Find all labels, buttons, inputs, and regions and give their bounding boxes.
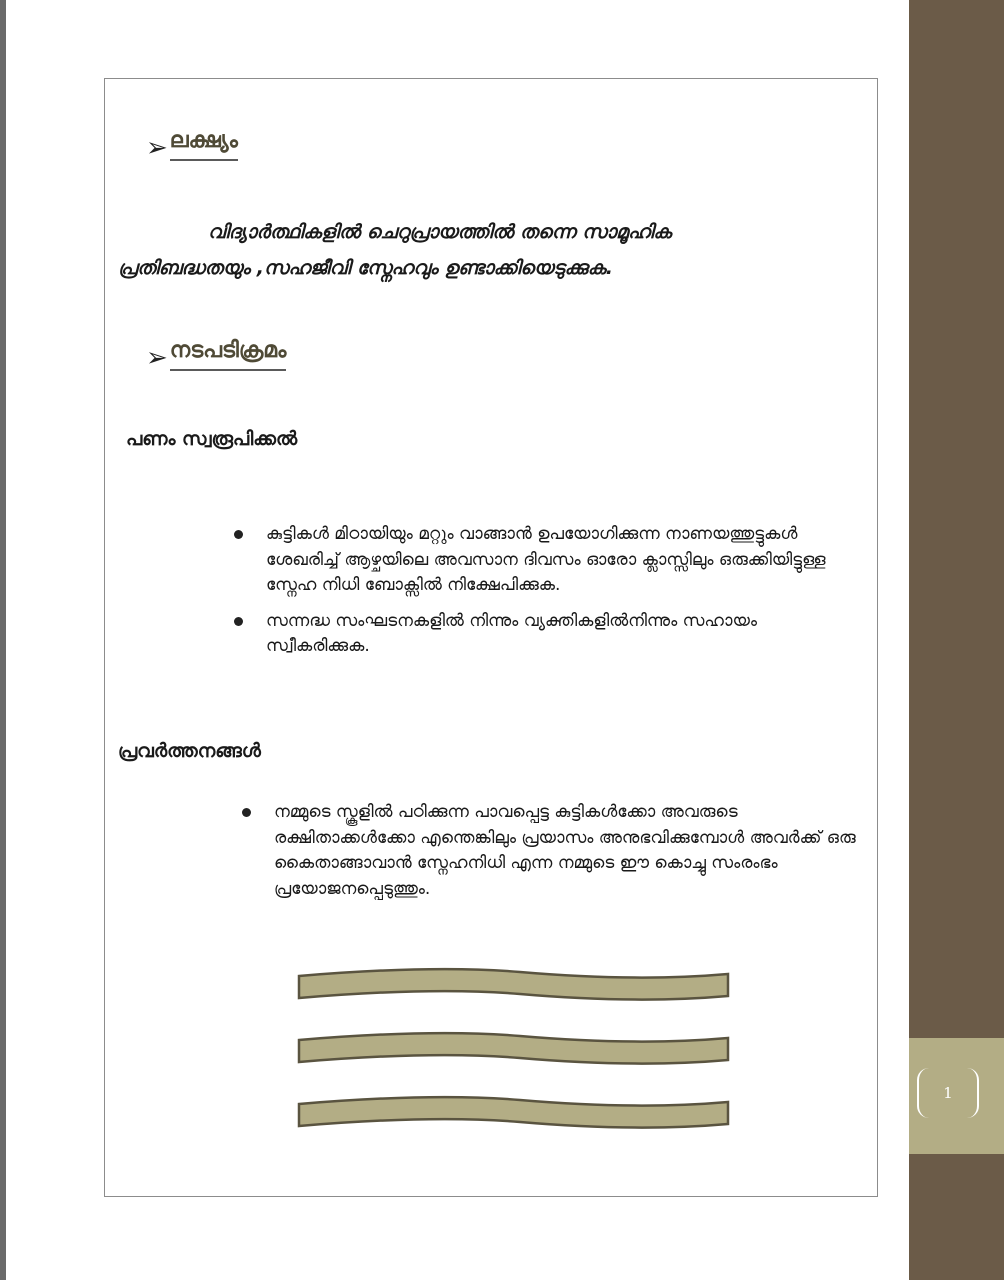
decorative-wavy-bars [290,960,740,1140]
bullet-dot-icon [234,530,243,539]
activities-subheading: പ്രവർത്തനങ്ങൾ [118,740,261,762]
list-item-text: സന്നദ്ധ സംഘടനകളിൽ നിന്നും വ്യക്തികളിൽനിന്നും സഹായം സ്വീകരിക്കുക. [266,610,758,656]
activities-list [274,800,868,912]
list-item [274,800,868,902]
fund-list [266,522,866,670]
goal-line-1: വിദ്യാർത്ഥികളിൽ ചെറുപ്രായത്തിൽ തന്നെ സാമൂഹിക [208,221,672,243]
bullet-dot-icon [234,617,243,626]
left-edge-strip [0,0,6,1280]
wavy-bar-1 [299,969,728,1000]
procedure-heading [146,338,287,374]
arrow-bullet-icon: ➢ [146,133,168,164]
goal-line-2: പ്രതിബദ്ധതയും ,സഹജീവി സ്നേഹവും ഉണ്ടാക്കിയെടുക്കുക. [118,257,613,279]
wavy-bar-2 [299,1033,728,1064]
list-item [266,522,866,599]
arrow-bullet-icon: ➢ [146,343,168,374]
procedure-heading-text: നടപടിക്രമം [170,338,287,371]
bullet-dot-icon [242,808,251,817]
list-item-text: നമ്മുടെ സ്കൂളിൽ പഠിക്കുന്ന പാവപ്പെട്ട കുട്ടികൾക്കോ അവരുടെ രക്ഷിതാക്കൾക്കോ എന്തെങ്കിലും പ്രയാസം അനുഭവിക്കുമ്പോൾ അവർക്ക് ഒരു കൈതാങ്ങാവാൻ സ്നേഹനിധി എന്ന നമ്മുടെ ഈ കൊച്ചു സംരംഭം പ്രയോജനപ്പെടുത്തും. [274,802,856,899]
wavy-bar-3 [299,1097,728,1128]
page-number-box [909,1038,1004,1154]
goal-paragraph [118,214,866,286]
page-number: 1 [917,1068,979,1118]
goal-heading [146,128,238,164]
fund-subheading: പണം സ്വരൂപിക്കൽ [126,428,298,450]
goal-heading-text: ലക്ഷ്യം [170,128,238,161]
list-item [266,609,866,660]
list-item-text: കുട്ടികൾ മിഠായിയും മറ്റും വാങ്ങാൻ ഉപയോഗിക്കുന്ന നാണയത്തുട്ടുകൾ ശേഖരിച്ച് ആഴ്ചയിലെ അവസാന ദിവസം ഓരോ ക്ലാസ്സിലും ഒരുക്കിയിട്ടുള്ള സ്നേഹ നിധി ബോക്സിൽ നിക്ഷേപിക്കുക. [266,524,826,595]
